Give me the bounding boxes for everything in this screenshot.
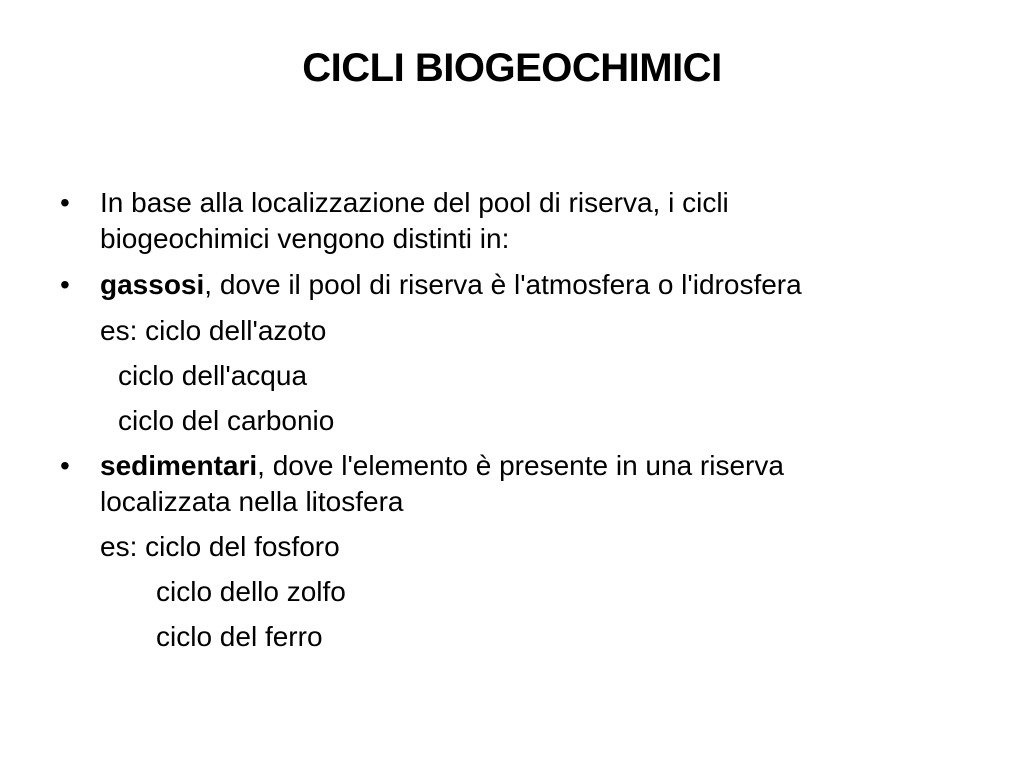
- sedimentary-text-line-2: localizzata nella litosfera: [100, 486, 404, 517]
- slide-title: CICLI BIOGEOCHIMICI: [302, 46, 722, 90]
- sedimentary-term: sedimentari: [100, 450, 258, 481]
- sedimentary-example-2: ciclo dello zolfo: [156, 576, 346, 607]
- sedimentary-description: , dove l'elemento è presente in una riserva: [257, 450, 784, 481]
- gaseous-cycles-line: [100, 268, 802, 301]
- gaseous-example-3: ciclo del carbonio: [118, 405, 335, 436]
- sedimentary-example-1: es: ciclo del fosforo: [100, 531, 340, 562]
- sedimentary-example-3: ciclo del ferro: [156, 621, 323, 652]
- intro-text-line-1: In base alla localizzazione del pool di riserva, i cicli: [100, 187, 729, 218]
- gaseous-term: gassosi: [100, 269, 205, 300]
- gaseous-description: , dove il pool di riserva è l'atmosfera o l'idrosfera: [204, 269, 802, 300]
- bullet-marker: •: [60, 269, 70, 300]
- gaseous-example-2: ciclo dell'acqua: [118, 360, 308, 391]
- bullet-marker: •: [60, 450, 70, 481]
- bullet-marker: •: [60, 187, 70, 218]
- intro-text-line-2: biogeochimici vengono distinti in:: [100, 223, 510, 254]
- gaseous-example-1: es: ciclo dell'azoto: [100, 315, 327, 346]
- sedimentary-cycles-line: [100, 449, 784, 482]
